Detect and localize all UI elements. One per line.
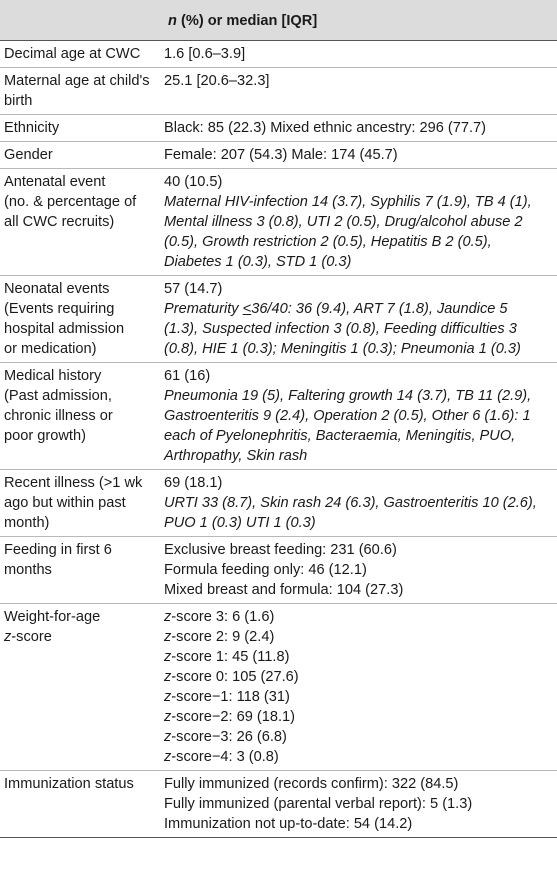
detail-prefix: Prematurity [164,301,243,317]
row-value [160,142,557,169]
value-detail-line: Diabetes 1 (0.3), STD 1 (0.3) [164,254,352,270]
zscore-line [164,647,553,667]
table-row [0,276,557,363]
header-rest: (%) or median [IQR] [176,13,318,29]
label-line: Immunization status [4,776,134,792]
label-line: Recent illness (>1 wk [4,475,143,491]
value-line: Exclusive breast feeding: 231 (60.6) [164,542,397,558]
label-line: all CWC recruits) [4,214,115,230]
row-label [0,363,160,470]
zscore-text: -score 2: 9 (2.4) [171,629,275,645]
z-italic: z [4,629,12,645]
zscore-text: -score−2: 69 (18.1) [171,709,296,725]
label-line [4,627,158,647]
row-label [0,115,160,142]
table-row [0,142,557,169]
label-line: Maternal age at child's [4,73,150,89]
value-line: 69 (18.1) [164,475,223,491]
value-line: Black: 85 (22.3) Mixed ethnic ancestry: 296 (77.7) [164,120,487,136]
label-line: (Past admission, [4,388,112,404]
row-label [0,470,160,537]
row-value [160,470,557,537]
z-italic: z [164,629,172,645]
value-line: Formula feeding only: 46 (12.1) [164,562,367,578]
value-line: Fully immunized (records confirm): 322 (84.5) [164,776,459,792]
value-detail-line: each of Pyelonephritis, Bacteraemia, Meningitis, PUO, [164,428,516,444]
value-detail-line [164,299,553,319]
z-italic: z [164,689,172,705]
row-value [160,771,557,838]
value-detail-line: PUO 1 (0.3) UTI 1 (0.3) [164,515,316,531]
value-detail-line: (1.3), Suspected infection 3 (0.8), Feeding difficulties 3 [164,321,517,337]
zscore-line [164,747,553,767]
header-col1 [0,0,160,41]
value-line: Mixed breast and formula: 104 (27.3) [164,582,404,598]
row-label [0,276,160,363]
value-line: 1.6 [0.6–3.9] [164,46,246,62]
z-italic: z [164,649,172,665]
value-line: Fully immunized (parental verbal report): 5 (1.3) [164,796,473,812]
zscore-line [164,627,553,647]
value-detail-line: (0.5), Growth restriction 2 (0.5), Hepatitis B 2 (0.5), [164,234,492,250]
row-value [160,537,557,604]
label-line: chronic illness or [4,408,113,424]
row-label [0,537,160,604]
z-italic: z [164,609,172,625]
header-n: n [168,13,177,29]
label-line: Medical history [4,368,102,384]
table-row [0,363,557,470]
label-line: Neonatal events [4,281,110,297]
z-italic: z [164,729,172,745]
label-line: Ethnicity [4,120,60,136]
table-row [0,470,557,537]
row-value [160,276,557,363]
zscore-line [164,667,553,687]
zscore-text: -score 3: 6 (1.6) [171,609,275,625]
value-line: 25.1 [20.6–32.3] [164,73,270,89]
table-row [0,604,557,771]
row-label [0,169,160,276]
label-line: Weight-for-age [4,609,101,625]
z-italic: z [164,749,172,765]
value-line: 40 (10.5) [164,174,223,190]
value-line: Female: 207 (54.3) Male: 174 (45.7) [164,147,398,163]
value-line: 61 (16) [164,368,211,384]
value-detail-line: Mental illness 3 (0.8), UTI 2 (0.5), Drug/alcohol abuse 2 [164,214,523,230]
zscore-text: -score 0: 105 (27.6) [171,669,299,685]
label-line: poor growth) [4,428,86,444]
label-line: Antenatal event [4,174,106,190]
label-line: Gender [4,147,53,163]
label-line: month) [4,515,50,531]
value-detail-line: Maternal HIV-infection 14 (3.7), Syphilis 7 (1.9), TB 4 (1), [164,194,532,210]
label-line: Decimal age at CWC [4,46,141,62]
value-detail-line: (0.8), HIE 1 (0.3); Meningitis 1 (0.3); Pneumonia 1 (0.3) [164,341,521,357]
value-detail-line: Arthropathy, Skin rash [164,448,308,464]
row-label [0,142,160,169]
zscore-line [164,727,553,747]
zscore-line [164,707,553,727]
zscore-text: -score 1: 45 (11.8) [171,649,290,665]
row-value [160,363,557,470]
zscore-text: -score−3: 26 (6.8) [171,729,287,745]
row-label [0,41,160,68]
detail-rest: 36/40: 36 (9.4), ART 7 (1.8), Jaundice 5 [251,301,508,317]
row-value [160,68,557,115]
table-row [0,771,557,838]
label-line: (Events requiring [4,301,115,317]
value-line: 57 (14.7) [164,281,223,297]
label-line: or medication) [4,341,97,357]
value-detail-line: Pneumonia 19 (5), Faltering growth 14 (3.7), TB 11 (2.9), [164,388,532,404]
row-label [0,604,160,771]
row-value [160,115,557,142]
label-line: hospital admission [4,321,125,337]
row-value [160,41,557,68]
z-rest: -score [11,629,52,645]
label-line: birth [4,93,33,109]
z-italic: z [164,669,172,685]
table-row [0,169,557,276]
label-line: (no. & percentage of [4,194,137,210]
row-label [0,68,160,115]
row-label [0,771,160,838]
table-row [0,41,557,68]
value-detail-line: URTI 33 (8.7), Skin rash 24 (6.3), Gastroenteritis 10 (2.6), [164,495,537,511]
row-value [160,604,557,771]
table-row [0,115,557,142]
zscore-text: -score−4: 3 (0.8) [171,749,279,765]
table-row [0,537,557,604]
table-row [0,68,557,115]
row-value [160,169,557,276]
header-col2 [160,0,557,41]
le-sign: < [242,301,252,317]
zscore-text: -score−1: 118 (31) [171,689,290,705]
z-italic: z [164,709,172,725]
value-line: Immunization not up-to-date: 54 (14.2) [164,816,413,832]
label-line: Feeding in first 6 [4,542,112,558]
table-header-row [0,0,557,41]
value-detail-line: Gastroenteritis 9 (2.4), Operation 2 (0.5), Other 6 (1.6): 1 [164,408,531,424]
zscore-line [164,607,553,627]
label-line: months [4,562,52,578]
zscore-line [164,687,553,707]
label-line: ago but within past [4,495,126,511]
